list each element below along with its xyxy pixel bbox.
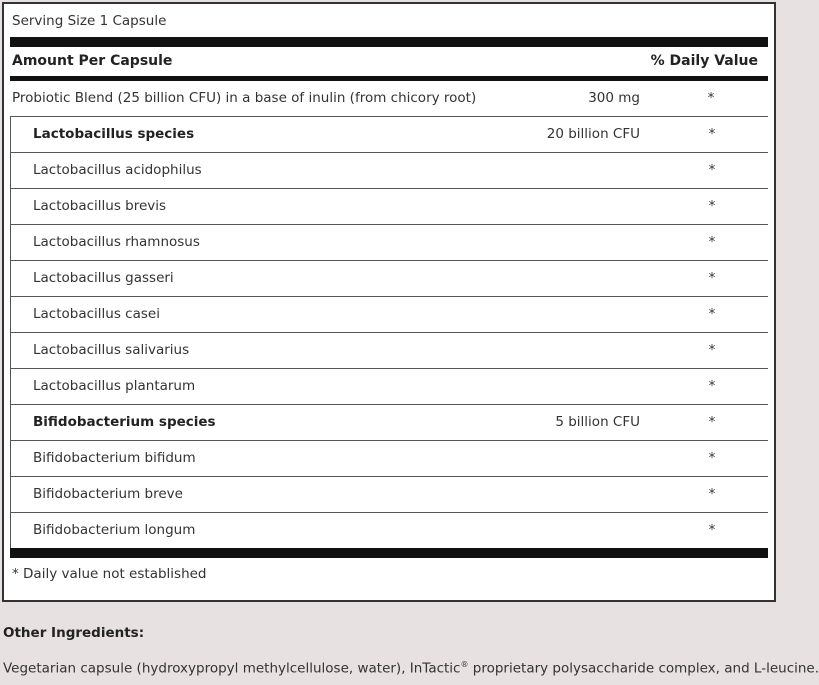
- table-row: [10, 225, 768, 261]
- ingredient-name: Bifidobacterium species: [33, 414, 216, 430]
- ingredient-dv: *: [708, 378, 716, 394]
- ingredient-amount: 20 billion CFU: [546, 126, 640, 142]
- ingredient-name: Bifidobacterium longum: [33, 522, 196, 538]
- ingredient-name: Bifidobacterium bifidum: [33, 450, 196, 466]
- ingredient-dv: *: [707, 90, 715, 106]
- table-row: [10, 189, 768, 225]
- table-row: [10, 513, 768, 548]
- daily-value-footnote: * Daily value not established: [12, 566, 207, 582]
- ingredient-dv: *: [708, 270, 716, 286]
- table-row: [10, 297, 768, 333]
- divider-thick-top: [10, 37, 768, 47]
- other-ingredients-title: Other Ingredients:: [3, 625, 145, 641]
- ingredient-name: Bifidobacterium breve: [33, 486, 183, 502]
- ingredient-amount: 5 billion CFU: [555, 414, 640, 430]
- ingredient-name: Lactobacillus plantarum: [33, 378, 196, 394]
- ingredient-dv: *: [708, 342, 716, 358]
- serving-size: Serving Size 1 Capsule: [12, 13, 167, 29]
- table-row: [10, 153, 768, 189]
- table-row: [10, 117, 768, 153]
- amount-per-capsule-header: Amount Per Capsule: [12, 53, 173, 69]
- ingredient-name: Lactobacillus salivarius: [33, 342, 190, 358]
- ingredient-name: Lactobacillus gasseri: [33, 270, 174, 286]
- daily-value-header: % Daily Value: [650, 53, 758, 69]
- supplement-facts-panel: [2, 2, 776, 602]
- ingredient-table: [10, 81, 768, 548]
- table-row: [10, 333, 768, 369]
- ingredient-dv: *: [708, 306, 716, 322]
- ingredient-amount: 300 mg: [588, 90, 640, 106]
- ingredient-dv: *: [708, 522, 716, 538]
- ingredient-name: Lactobacillus acidophilus: [33, 162, 202, 178]
- table-row: [10, 261, 768, 297]
- table-row: [10, 81, 768, 117]
- table-row: [10, 477, 768, 513]
- ingredient-name: Lactobacillus rhamnosus: [33, 234, 200, 250]
- ingredient-name: Lactobacillus species: [33, 126, 195, 142]
- ingredient-name: Lactobacillus brevis: [33, 198, 167, 214]
- other-ingredients-text: [3, 660, 819, 677]
- registered-mark: ®: [460, 660, 469, 669]
- ingredient-dv: *: [708, 198, 716, 214]
- table-row: [10, 405, 768, 441]
- ingredient-dv: *: [708, 234, 716, 250]
- ingredient-dv: *: [708, 414, 716, 430]
- ingredient-dv: *: [708, 126, 716, 142]
- ingredient-dv: *: [708, 486, 716, 502]
- ingredient-dv: *: [708, 162, 716, 178]
- ingredient-name: Lactobacillus casei: [33, 306, 160, 322]
- ingredient-name: Probiotic Blend (25 billion CFU) in a base of inulin (from chicory root): [12, 90, 477, 106]
- table-row: [10, 369, 768, 405]
- table-row: [10, 441, 768, 477]
- divider-thick-bottom: [10, 548, 768, 558]
- ingredient-dv: *: [708, 450, 716, 466]
- other-ingredients-text-before: Vegetarian capsule (hydroxypropyl methylcellulose, water), InTactic: [3, 660, 461, 677]
- other-ingredients-text-after: proprietary polysaccharide complex, and L-leucine.: [468, 660, 819, 677]
